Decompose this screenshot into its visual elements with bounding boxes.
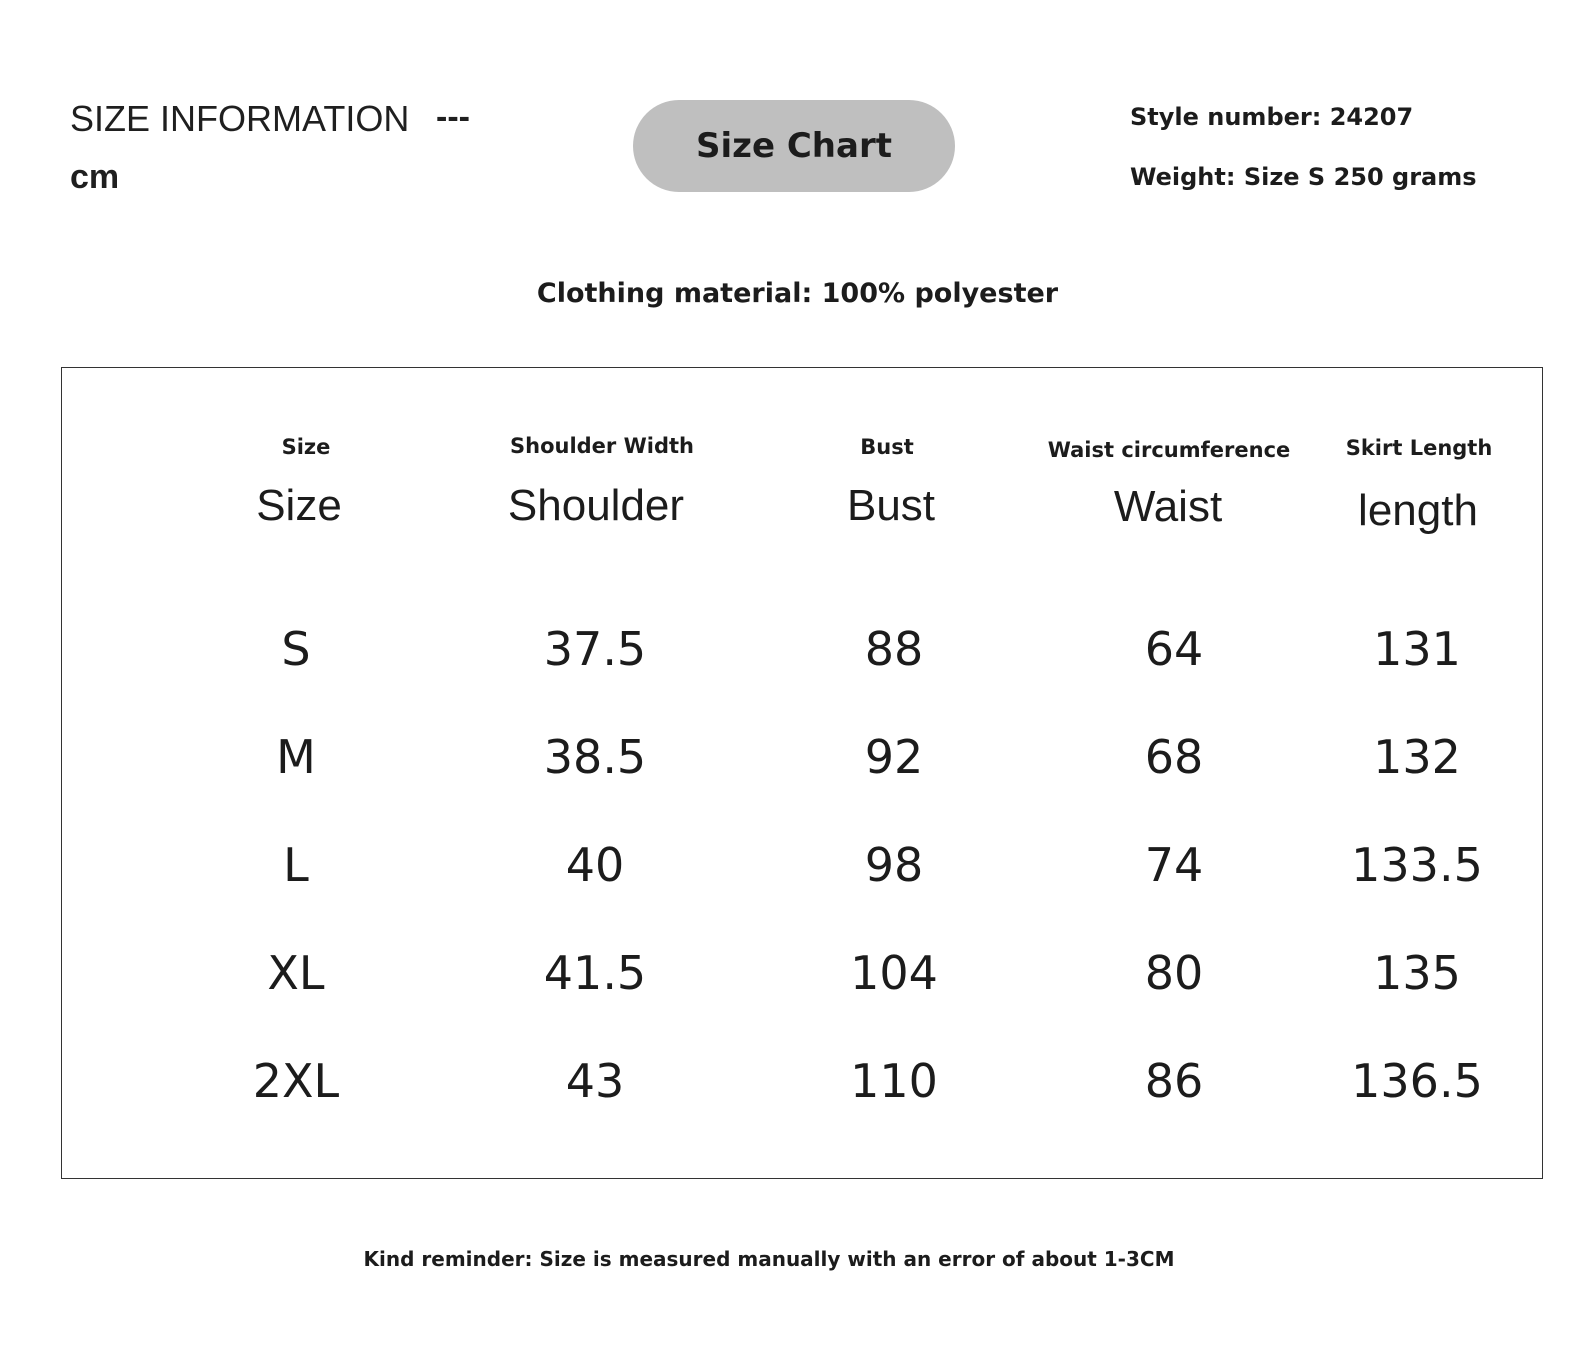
table-cell: 40 [565, 838, 625, 892]
column-header-bust: Bust [860, 435, 914, 459]
table-cell: 104 [850, 946, 938, 1000]
title-dash: --- [436, 98, 470, 136]
table-cell: 80 [1144, 946, 1204, 1000]
table-cell: 64 [1144, 622, 1204, 676]
table-cell: 136.5 [1351, 1054, 1483, 1108]
column-subheader-size: Size [256, 481, 342, 530]
table-cell: 2XL [252, 1054, 340, 1108]
table-cell: S [281, 622, 311, 676]
size-table [61, 367, 1543, 1179]
table-cell: 86 [1144, 1054, 1204, 1108]
table-cell: 88 [864, 622, 924, 676]
table-cell: 41.5 [543, 946, 647, 1000]
clothing-material: Clothing material: 100% polyester [536, 278, 1059, 309]
style-number: Style number: 24207 [1130, 103, 1414, 131]
table-cell: 43 [565, 1054, 625, 1108]
column-header-skirt-length: Skirt Length [1345, 436, 1493, 460]
table-cell: XL [267, 946, 325, 1000]
table-cell: 98 [864, 838, 924, 892]
table-cell: 37.5 [543, 622, 647, 676]
table-cell: 110 [850, 1054, 938, 1108]
table-cell: 74 [1144, 838, 1204, 892]
table-cell: 132 [1373, 730, 1461, 784]
column-header-size: Size [281, 435, 331, 459]
table-cell: 135 [1373, 946, 1461, 1000]
table-cell: 131 [1373, 622, 1461, 676]
column-header-waist-circumference: Waist circumference [1047, 438, 1291, 462]
column-subheader-waist: Waist [1113, 482, 1223, 531]
weight-info: Weight: Size S 250 grams [1130, 163, 1477, 191]
column-subheader-shoulder: Shoulder [507, 481, 685, 530]
column-subheader-bust: Bust [846, 481, 936, 530]
table-cell: 38.5 [543, 730, 647, 784]
table-cell: L [283, 838, 309, 892]
table-cell: 92 [864, 730, 924, 784]
column-subheader-length: length [1358, 486, 1478, 535]
table-cell: 68 [1144, 730, 1204, 784]
table-cell: M [276, 730, 316, 784]
unit-label: cm [70, 158, 120, 196]
kind-reminder-note: Kind reminder: Size is measured manually with an error of about 1-3CM [363, 1247, 1175, 1271]
size-information-title: SIZE INFORMATION [70, 98, 410, 139]
column-header-shoulder-width: Shoulder Width [510, 434, 694, 458]
size-chart-badge: Size Chart [633, 100, 955, 192]
table-cell: 133.5 [1351, 838, 1483, 892]
